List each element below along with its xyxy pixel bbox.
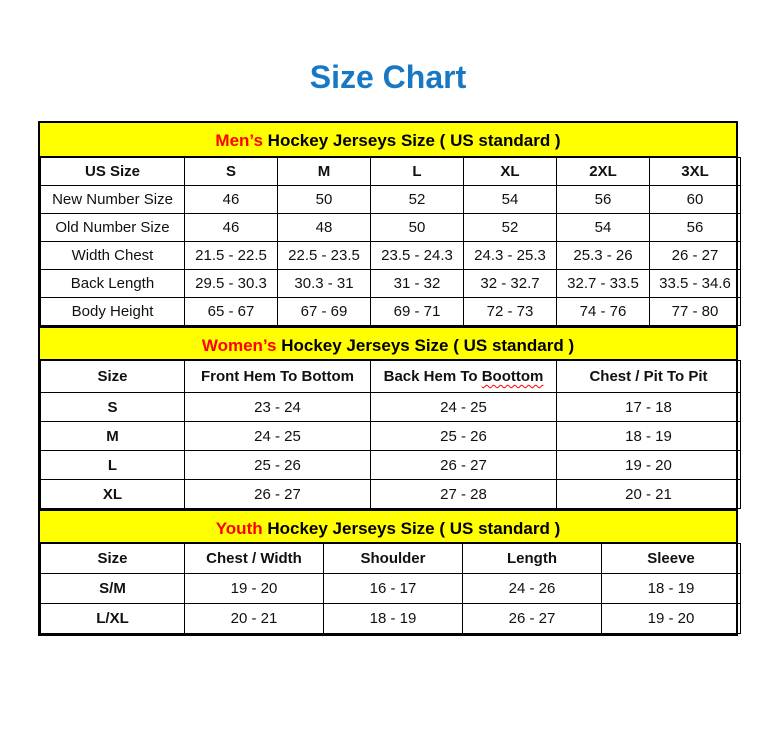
value-cell: 46 [185, 214, 278, 242]
table-row [41, 214, 741, 242]
column-header: US Size [41, 158, 185, 186]
column-header-row [41, 544, 741, 574]
section-title-mens-text: Hockey Jerseys Size ( US standard ) [262, 131, 561, 150]
value-cell: 74 - 76 [557, 298, 650, 326]
column-header: Sleeve [602, 544, 741, 574]
column-header: L [371, 158, 464, 186]
womens-size-table [40, 360, 741, 509]
value-cell: 32 - 32.7 [464, 270, 557, 298]
section-title-womens-text: Hockey Jerseys Size ( US standard ) [276, 336, 575, 355]
value-cell: 67 - 69 [278, 298, 371, 326]
table-row [41, 422, 741, 451]
value-cell: 48 [278, 214, 371, 242]
column-header: Size [41, 361, 185, 393]
value-cell: 21.5 - 22.5 [185, 242, 278, 270]
section-title-womens [40, 326, 736, 360]
row-label-cell: S/M [41, 574, 185, 604]
value-cell: 52 [464, 214, 557, 242]
value-cell: 54 [557, 214, 650, 242]
row-label-cell: Old Number Size [41, 214, 185, 242]
value-cell: 46 [185, 186, 278, 214]
value-cell: 20 - 21 [557, 480, 741, 509]
mens-size-table [40, 157, 741, 326]
row-label-cell: XL [41, 480, 185, 509]
value-cell: 17 - 18 [557, 393, 741, 422]
value-cell: 23 - 24 [185, 393, 371, 422]
value-cell: 54 [464, 186, 557, 214]
value-cell: 25 - 26 [185, 451, 371, 480]
section-title-youth-text: Hockey Jerseys Size ( US standard ) [262, 519, 561, 538]
value-cell: 19 - 20 [602, 604, 741, 634]
table-row [41, 480, 741, 509]
misspelled-word: Boottom [481, 368, 544, 385]
row-label-cell: Body Height [41, 298, 185, 326]
value-cell: 27 - 28 [371, 480, 557, 509]
column-header: 3XL [650, 158, 741, 186]
column-header: 2XL [557, 158, 650, 186]
value-cell: 26 - 27 [371, 451, 557, 480]
value-cell: 24 - 25 [371, 393, 557, 422]
value-cell: 31 - 32 [371, 270, 464, 298]
value-cell: 24.3 - 25.3 [464, 242, 557, 270]
table-row [41, 604, 741, 634]
table-row [41, 574, 741, 604]
section-title-mens-highlight: Men’s [215, 131, 263, 150]
section-title-mens [40, 123, 736, 157]
value-cell: 24 - 25 [185, 422, 371, 451]
column-header: Size [41, 544, 185, 574]
value-cell: 72 - 73 [464, 298, 557, 326]
page-title: Size Chart [309, 59, 467, 95]
size-chart [38, 121, 738, 636]
value-cell: 77 - 80 [650, 298, 741, 326]
section-title-youth-highlight: Youth [215, 519, 263, 538]
value-cell: 26 - 27 [463, 604, 602, 634]
column-header: XL [464, 158, 557, 186]
table-row [41, 242, 741, 270]
value-cell: 30.3 - 31 [278, 270, 371, 298]
row-label-cell: Width Chest [41, 242, 185, 270]
value-cell: 18 - 19 [324, 604, 463, 634]
value-cell: 33.5 - 34.6 [650, 270, 741, 298]
section-title-youth [40, 509, 736, 543]
value-cell: 50 [278, 186, 371, 214]
row-label-cell: S [41, 393, 185, 422]
column-header: S [185, 158, 278, 186]
value-cell: 18 - 19 [602, 574, 741, 604]
value-cell: 18 - 19 [557, 422, 741, 451]
youth-size-table [40, 543, 741, 634]
column-header [371, 361, 557, 393]
column-header: Chest / Width [185, 544, 324, 574]
value-cell: 25.3 - 26 [557, 242, 650, 270]
row-label-cell: L/XL [41, 604, 185, 634]
table-row [41, 270, 741, 298]
column-header-text: Back Hem To [383, 368, 482, 385]
row-label-cell: Back Length [41, 270, 185, 298]
section-title-womens-highlight: Women’s [201, 336, 277, 355]
value-cell: 26 - 27 [650, 242, 741, 270]
column-header: Length [463, 544, 602, 574]
value-cell: 56 [557, 186, 650, 214]
table-row [41, 393, 741, 422]
row-label-cell: M [41, 422, 185, 451]
value-cell: 24 - 26 [463, 574, 602, 604]
column-header-row [41, 361, 741, 393]
column-header: Shoulder [324, 544, 463, 574]
value-cell: 65 - 67 [185, 298, 278, 326]
column-header: M [278, 158, 371, 186]
column-header: Front Hem To Bottom [185, 361, 371, 393]
row-label-cell: L [41, 451, 185, 480]
value-cell: 20 - 21 [185, 604, 324, 634]
value-cell: 22.5 - 23.5 [278, 242, 371, 270]
value-cell: 50 [371, 214, 464, 242]
value-cell: 29.5 - 30.3 [185, 270, 278, 298]
table-row [41, 186, 741, 214]
value-cell: 69 - 71 [371, 298, 464, 326]
value-cell: 32.7 - 33.5 [557, 270, 650, 298]
table-row [41, 451, 741, 480]
value-cell: 56 [650, 214, 741, 242]
value-cell: 25 - 26 [371, 422, 557, 451]
value-cell: 23.5 - 24.3 [371, 242, 464, 270]
value-cell: 16 - 17 [324, 574, 463, 604]
value-cell: 52 [371, 186, 464, 214]
column-header-row [41, 158, 741, 186]
row-label-cell: New Number Size [41, 186, 185, 214]
value-cell: 26 - 27 [185, 480, 371, 509]
value-cell: 19 - 20 [185, 574, 324, 604]
column-header: Chest / Pit To Pit [557, 361, 741, 393]
table-row [41, 298, 741, 326]
value-cell: 60 [650, 186, 741, 214]
value-cell: 19 - 20 [557, 451, 741, 480]
